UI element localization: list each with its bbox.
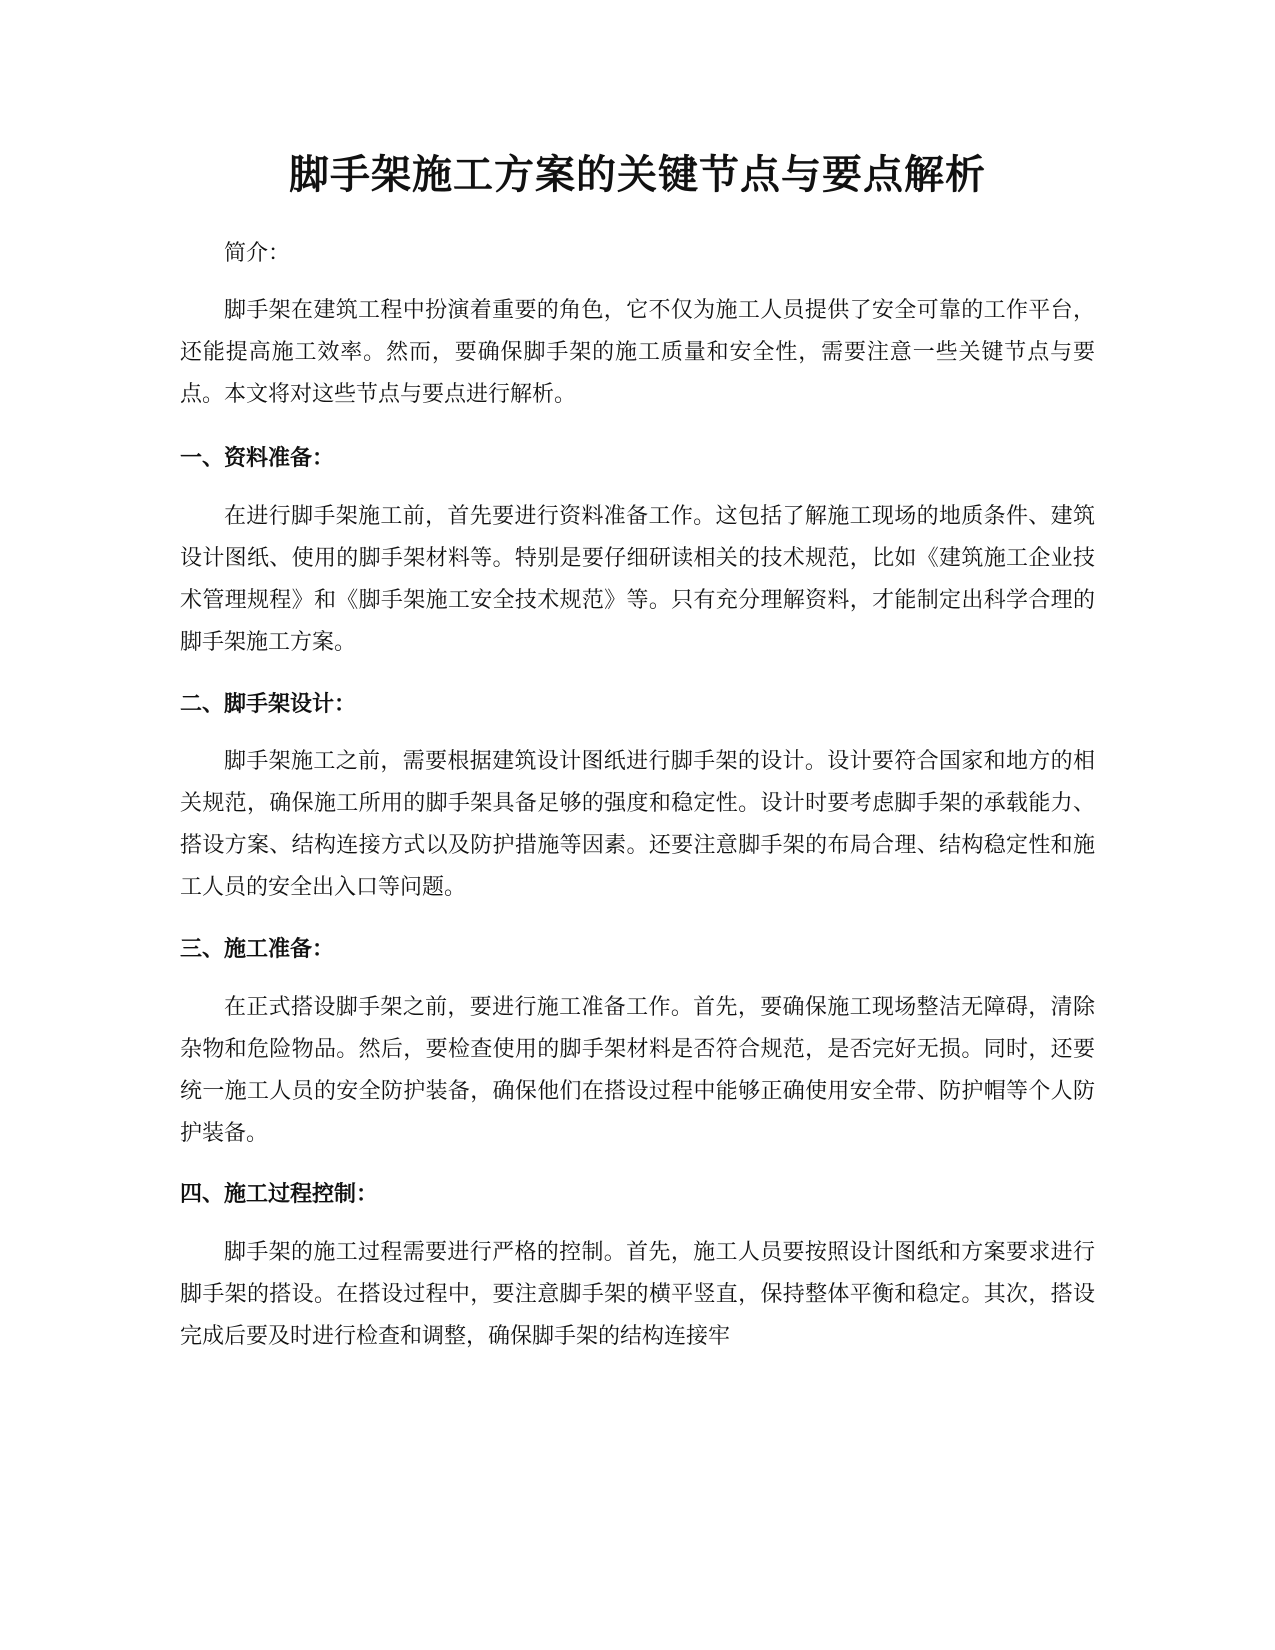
section-heading-materials: 一、资料准备：	[180, 446, 335, 471]
section-body-process-control: 脚手架的施工过程需要进行严格的控制。首先，施工人员要按照设计图纸和方案要求进行脚手架的搭设。在搭设过程中，要注意脚手架的横平竖直，保持整体平衡和稳定。其次，搭设完成后要及时进行检查和调整，确保脚手架的结构连接牢	[180, 1240, 1095, 1349]
section-heading-design: 二、脚手架设计：	[180, 692, 357, 717]
section-body-preparation: 在正式搭设脚手架之前，要进行施工准备工作。首先，要确保施工现场整洁无障碍，清除杂物和危险物品。然后，要检查使用的脚手架材料是否符合规范，是否完好无损。同时，还要统一施工人员的安全防护装备，确保他们在搭设过程中能够正确使用安全带、防护帽等个人防护装备。	[180, 995, 1095, 1146]
section-heading-preparation: 三、施工准备：	[180, 937, 335, 962]
intro-label: 简介：	[224, 241, 291, 266]
section-body-design: 脚手架施工之前，需要根据建筑设计图纸进行脚手架的设计。设计要符合国家和地方的相关规范，确保施工所用的脚手架具备足够的强度和稳定性。设计时要考虑脚手架的承载能力、搭设方案、结构连接方式以及防护措施等因素。还要注意脚手架的布局合理、结构稳定性和施工人员的安全出入口等问题。	[180, 749, 1095, 900]
section-heading-process-control: 四、施工过程控制：	[180, 1182, 379, 1207]
intro-paragraph: 脚手架在建筑工程中扮演着重要的角色，它不仅为施工人员提供了安全可靠的工作平台，还能提高施工效率。然而，要确保脚手架的施工质量和安全性，需要注意一些关键节点与要点。本文将对这些节点与要点进行解析。	[180, 298, 1095, 407]
section-body-materials: 在进行脚手架施工前，首先要进行资料准备工作。这包括了解施工现场的地质条件、建筑设计图纸、使用的脚手架材料等。特别是要仔细研读相关的技术规范，比如《建筑施工企业技术管理规程》和《脚手架施工安全技术规范》等。只有充分理解资料，才能制定出科学合理的脚手架施工方案。	[180, 504, 1095, 655]
page-title: 脚手架施工方案的关键节点与要点解析	[289, 152, 986, 198]
